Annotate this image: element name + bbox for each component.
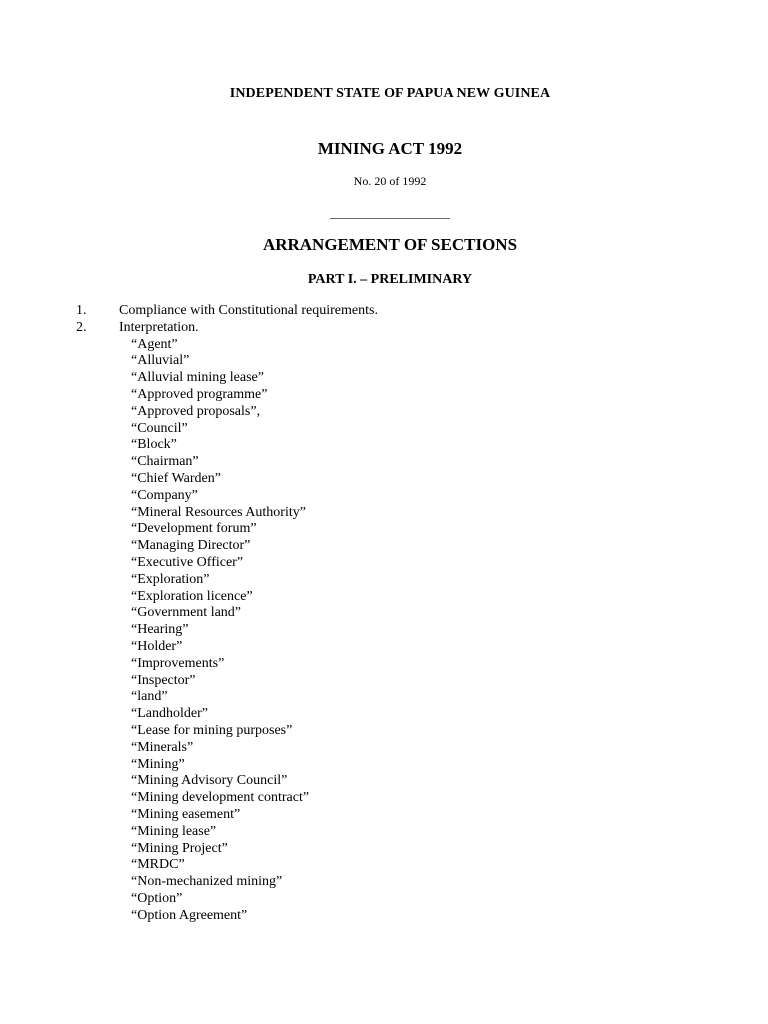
term-item: “Mineral Resources Authority” [131,504,306,520]
section-row [0,303,768,320]
term-item: “Mining Project” [131,840,228,856]
term-item: “Approved programme” [131,386,268,402]
term-item: “Option” [131,890,183,906]
term-item: “Minerals” [131,739,194,755]
term-item: “Council” [131,420,188,436]
state-heading: INDEPENDENT STATE OF PAPUA NEW GUINEA [229,86,551,101]
term-item: “MRDC” [131,857,185,873]
term-item: “Executive Officer” [131,554,244,570]
section-label: Interpretation. [119,319,199,335]
term-item: “Development forum” [131,521,257,537]
term-item: “Mining” [131,756,185,772]
interpretation-terms-list [0,337,768,925]
term-item: “land” [131,689,168,705]
term-item: “Improvements” [131,655,225,671]
term-item: “Agent” [131,336,178,352]
sections-list [0,303,768,924]
term-item: “Alluvial” [131,353,190,369]
arrangement-heading: ARRANGEMENT OF SECTIONS [262,235,518,254]
term-item: “Holder” [131,638,183,654]
act-title: MINING ACT 1992 [317,139,463,158]
section-number: 2. [76,319,87,335]
term-item: “Lease for mining purposes” [131,722,293,738]
term-item: “Exploration” [131,571,210,587]
term-item: “Chief Warden” [131,470,221,486]
term-item: “Mining lease” [131,823,217,839]
term-item: “Block” [131,437,177,453]
section-label: Compliance with Constitutional requirements. [119,303,378,318]
term-item: “Managing Director” [131,538,251,554]
term-item: “Option Agreement” [131,907,248,923]
term-item: “Mining easement” [131,806,241,822]
separator-line: ____________________ [330,206,450,220]
term-item: “Company” [131,487,198,503]
term-item: “Alluvial mining lease” [131,370,264,386]
term-item: “Hearing” [131,622,189,638]
section-number: 1. [76,303,87,318]
term-item: “Exploration licence” [131,588,253,604]
term-item: “Chairman” [131,454,199,470]
term-item: “Approved proposals”, [131,403,261,419]
term-item: “Landholder” [131,706,208,722]
part-heading: PART I. – PRELIMINARY [307,272,473,287]
term-item: “Non-mechanized mining” [131,874,283,890]
act-number: No. 20 of 1992 [353,174,427,188]
term-item: “Mining Advisory Council” [131,773,288,789]
section-row [0,320,768,337]
term-item: “Inspector” [131,672,196,688]
term-item: “Mining development contract” [131,790,310,806]
term-item: “Government land” [131,605,242,621]
